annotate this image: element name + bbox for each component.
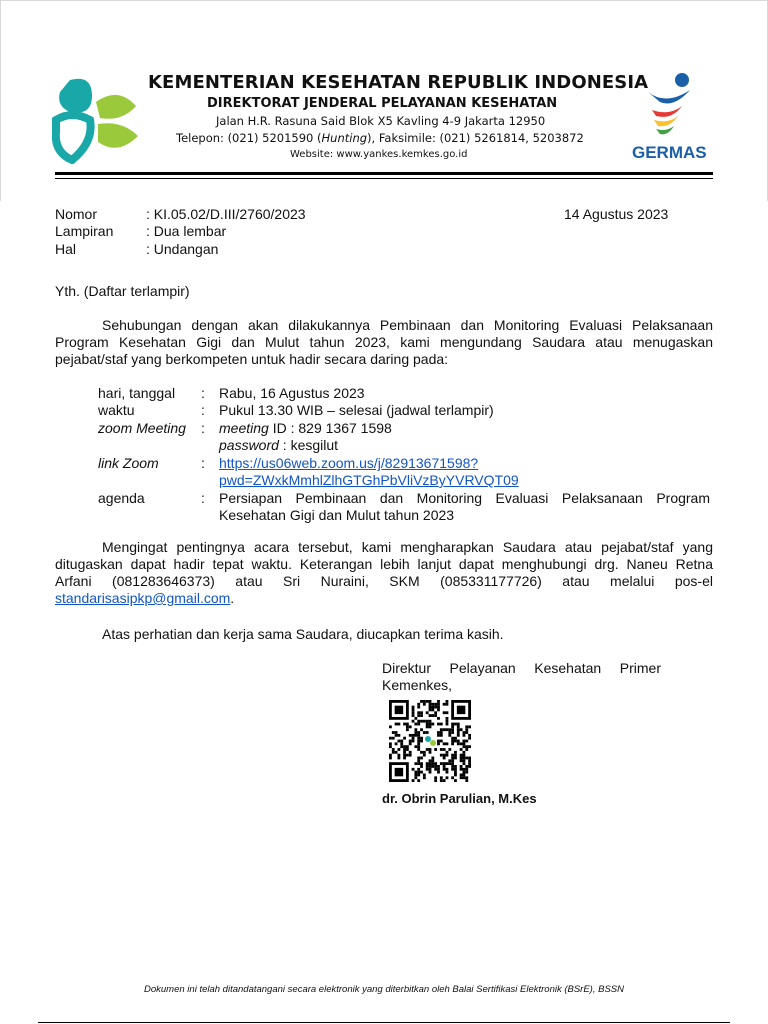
contact-line-1: Mengingat pentingnya acara tersebut, kami mengharapkan Saudara atau pejabat/staf yang — [102, 539, 713, 555]
agenda-line-1: Persiapan Pembinaan dan Monitoring Evaluasi Pelaksanaan Program — [219, 490, 710, 506]
time-value: Pukul 13.30 WIB – selesai (jadwal terlampir) — [219, 402, 494, 418]
phone-suffix: ), Faksimile: (021) 5261814, 5203872 — [367, 131, 584, 145]
letter-date: 14 Agustus 2023 — [564, 206, 669, 222]
contact-email-link[interactable]: standarisasipkp@gmail.com — [55, 590, 231, 606]
day-colon: : — [201, 385, 205, 401]
hal-value: : Undangan — [146, 241, 219, 257]
zoom-colon: : — [201, 420, 205, 436]
letterhead-rule-thick — [55, 172, 713, 175]
meeting-id-value: ID : 829 1367 1598 — [268, 420, 392, 436]
phone-hunting: Hunting — [321, 131, 368, 145]
agenda-colon: : — [201, 490, 205, 506]
nomor-value: : KI.05.02/D.III/2760/2023 — [146, 206, 306, 222]
signature-title-line-1: Direktur Pelayanan Kesehatan Primer — [382, 660, 661, 676]
intro-line-2: Program Kesehatan Gigi dan Mulut tahun 2023, kami mengundang Saudara atau menugaskan — [55, 334, 713, 350]
meeting-id — [219, 420, 392, 437]
meeting-password — [219, 437, 338, 454]
lampiran-value: : Dua lembar — [146, 223, 227, 239]
ministry-name: KEMENTERIAN KESEHATAN REPUBLIK INDONESIA — [148, 72, 649, 93]
zoom-label: zoom Meeting — [98, 420, 186, 436]
letterhead-address: Jalan H.R. Rasuna Said Blok X5 Kavling 4-9 Jakarta 12950 — [216, 114, 546, 128]
signature-title-line-2: Kemenkes, — [382, 677, 453, 693]
password-value: : kesgilut — [278, 437, 339, 453]
intro-paragraph — [55, 317, 713, 368]
nomor-label: Nomor — [55, 206, 98, 222]
day-value: Rabu, 16 Agustus 2023 — [219, 385, 365, 401]
germas-text: GERMAS — [632, 143, 707, 162]
signatory-name: dr. Obrin Parulian, M.Kes — [382, 791, 537, 806]
link-label: link Zoom — [98, 455, 159, 471]
kemenkes-logo — [52, 72, 144, 164]
letterhead-website: Website: www.yankes.kemkes.go.id — [290, 149, 468, 160]
password-word: password — [219, 437, 279, 453]
phone-prefix: Telepon: (021) 5201590 ( — [176, 131, 322, 145]
link-colon: : — [201, 455, 205, 471]
recipient: Yth. (Daftar terlampir) — [55, 283, 190, 299]
contact-period: . — [230, 590, 235, 606]
directorate-name: DIREKTORAT JENDERAL PELAYANAN KESEHATAN — [207, 96, 558, 111]
intro-line-1: Sehubungan dengan akan dilakukannya Pembinaan dan Monitoring Evaluasi Pelaksanaan — [102, 317, 713, 333]
intro-line-3: pejabat/staf yang berkompeten untuk hadir secara daring pada: — [55, 351, 449, 367]
lampiran-label: Lampiran — [55, 223, 114, 239]
contact-line-3: Arfani (081283646373) atau Sri Nuraini, SKM (085331177726) atau melalui pos-el — [55, 573, 713, 589]
letterhead-phone — [176, 131, 584, 145]
footer-rule — [38, 1022, 730, 1023]
closing-text: Atas perhatian dan kerja sama Saudara, diucapkan terima kasih. — [102, 626, 504, 642]
agenda-line-2: Kesehatan Gigi dan Mulut tahun 2023 — [219, 507, 455, 523]
footer-note: Dokumen ini telah ditandatangani secara elektronik yang diterbitkan oleh Balai Sertifikasi Elektronik (BSrE), BSSN — [144, 984, 624, 995]
germas-logo-icon — [630, 72, 700, 144]
time-label: waktu — [98, 402, 135, 418]
signature-title — [382, 660, 661, 694]
day-label: hari, tanggal — [98, 385, 176, 401]
time-colon: : — [201, 402, 205, 418]
contact-line-4 — [55, 590, 713, 607]
contact-paragraph — [55, 539, 713, 607]
agenda-value — [219, 490, 710, 524]
letterhead-rule-thin — [55, 178, 713, 179]
agenda-label: agenda — [98, 490, 145, 506]
hal-label: Hal — [55, 241, 77, 257]
signature-qr-code-icon — [387, 700, 473, 782]
zoom-link-line-1[interactable]: https://us06web.zoom.us/j/82913671598? — [219, 455, 479, 471]
contact-line-2: ditugaskan dapat hadir tepat waktu. Keterangan lebih lanjut dapat menghubungi drg. Naneu Retna — [55, 556, 713, 572]
meeting-word: meeting — [219, 420, 269, 436]
zoom-link-line-2[interactable]: pwd=ZWxkMmhlZlhGTGhPbVliVzByYVRVQT09 — [219, 472, 519, 488]
